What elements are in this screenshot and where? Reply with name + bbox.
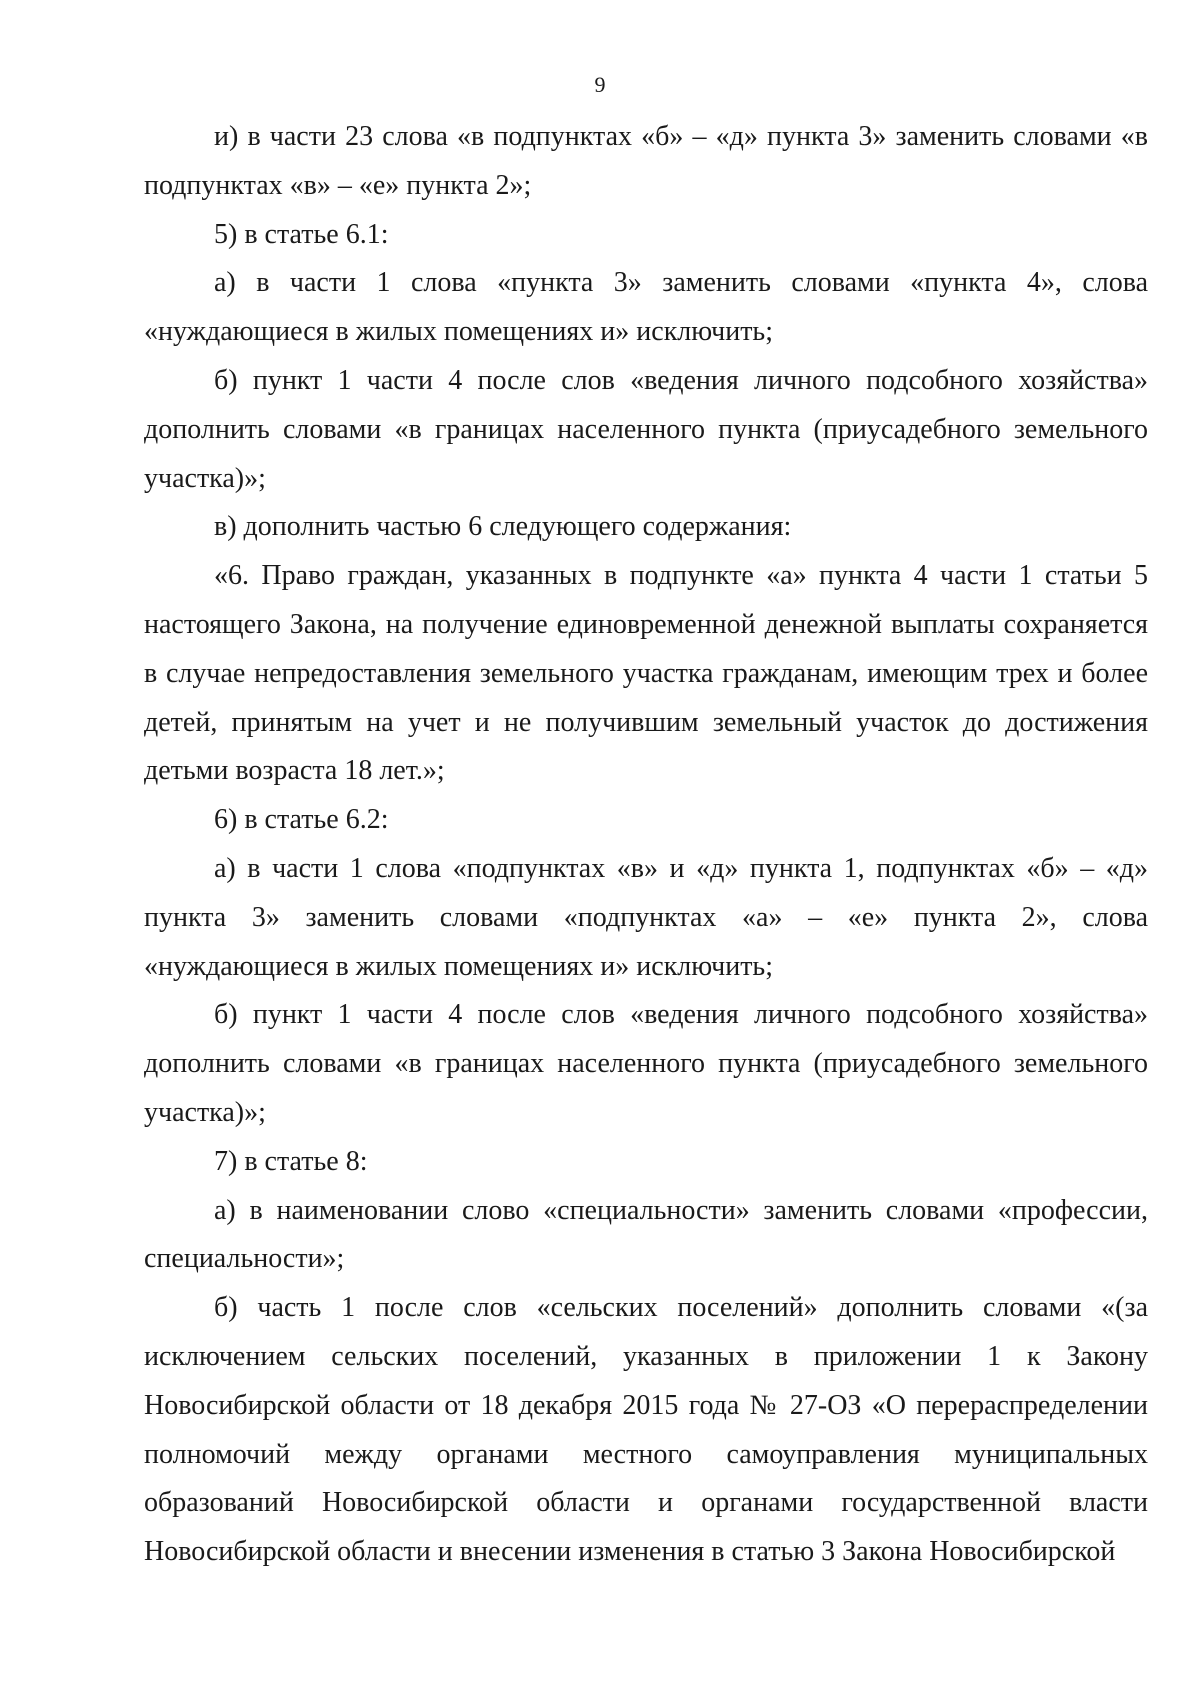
paragraph-item-b: б) пункт 1 части 4 после слов «ведения личного подсобного хозяйства» дополнить словами «в границах населенного пункта (приусадебного земельного участка)»; [144, 999, 1148, 1128]
paragraph-article-6-2: 6) в статье 6.2: [214, 804, 389, 836]
paragraph-quote-part-6: «6. Право граждан, указанных в подпункте «а» пункта 4 части 1 статьи 5 настоящего Закона, на получение единовременной денежной выплаты сохраняется в случае непредоставления земельного участка гражданам, имеющим трех и более детей, принятым на учет и не получившим земельный участок до достижения детьми возраста 18 лет.»; [144, 560, 1148, 787]
paragraph-item-b: б) часть 1 после слов «сельских поселений» дополнить словами «(за исключением сельских поселений, указанных в приложении 1 к Закону Новосибирской области от 18 декабря 2015 года № 27-ОЗ «О перераспределении полномочий между органами местного самоуправления муниципальных образований Новосибирской области и органами государственной власти Новосибирской области и внесении изменения в статью 3 Закона Новосибирской [144, 1292, 1148, 1568]
paragraph-item-a: а) в части 1 слова «подпунктах «в» и «д» пункта 1, подпунктах «б» – «д» пункта 3» заменить словами «подпунктах «а» – «е» пункта 2», слова «нуждающиеся в жилых помещениях и» исключить; [144, 852, 1148, 982]
document-body [144, 113, 1148, 1577]
paragraph-item-v: в) дополнить частью 6 следующего содержания: [214, 511, 792, 543]
paragraph-item-a: а) в наименовании слово «специальности» заменить словами «профессии, специальности»; [144, 1194, 1148, 1275]
paragraph-article-8: 7) в статье 8: [214, 1145, 368, 1177]
paragraph-item-b: б) пункт 1 части 4 после слов «ведения личного подсобного хозяйства» дополнить словами «в границах населенного пункта (приусадебного земельного участка)»; [144, 364, 1148, 494]
paragraph-item-a: а) в части 1 слова «пункта 3» заменить словами «пункта 4», слова «нуждающиеся в жилых помещениях и» исключить; [144, 267, 1148, 348]
paragraph-article-6-1: 5) в статье 6.1: [214, 218, 389, 250]
paragraph-item-i: и) в части 23 слова «в подпунктах «б» – «д» пункта 3» заменить словами «в подпунктах «в» – «е» пункта 2»; [144, 121, 1148, 201]
page-number: 9 [594, 72, 606, 97]
